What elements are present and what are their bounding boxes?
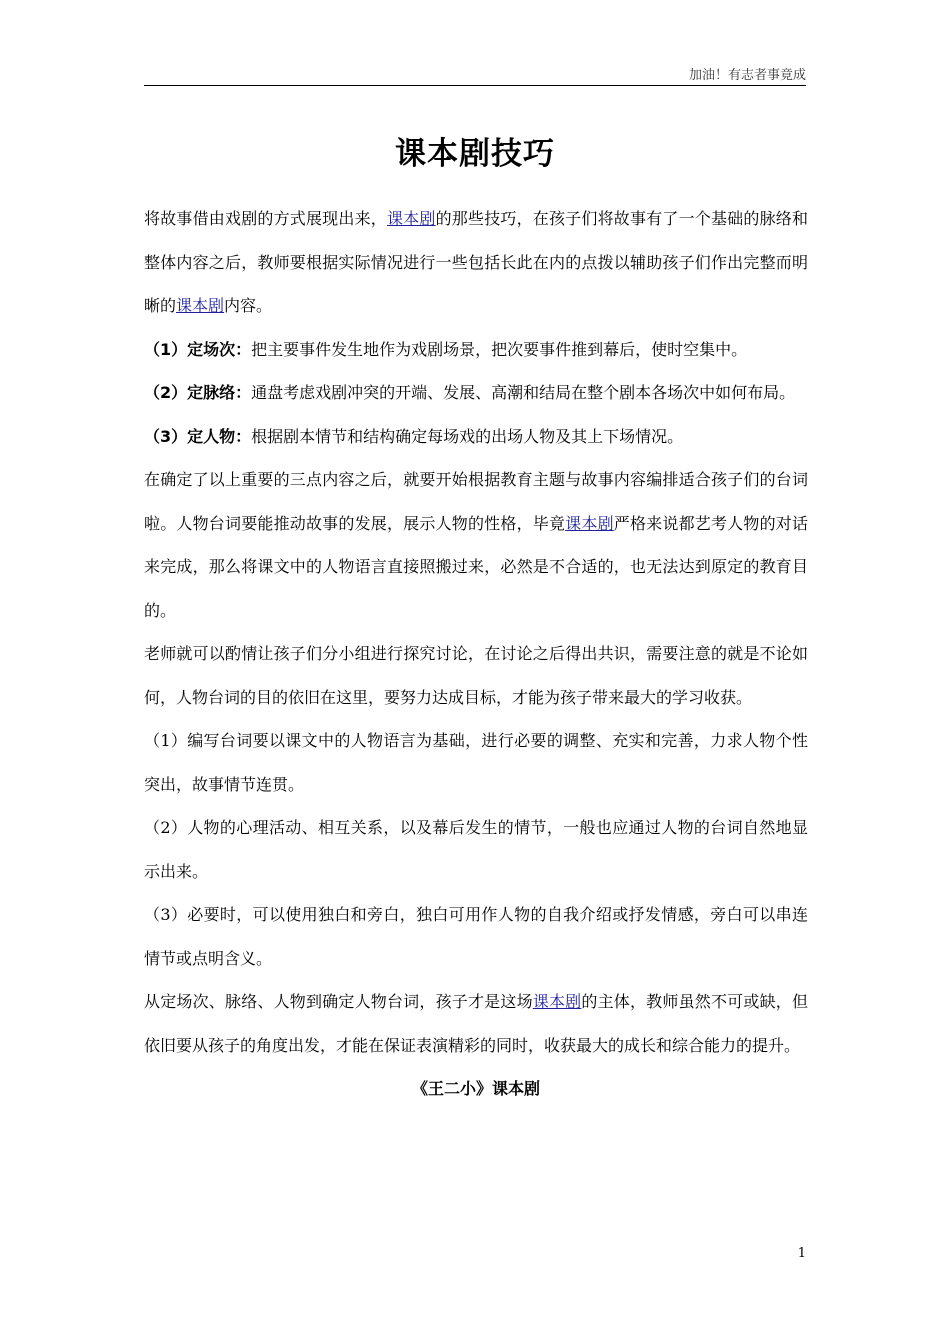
- section-subtitle: 《王二小》课本剧: [411, 1079, 540, 1098]
- paragraph-intro: [144, 197, 808, 328]
- paragraph-rule-2: （2）人物的心理活动、相互关系，以及幕后发生的情节，一般也应通过人物的台词自然地显示出来。: [144, 818, 808, 881]
- link-keben-ju[interactable]: 课本剧: [532, 992, 582, 1011]
- paragraph-dialogue: [144, 458, 808, 632]
- paragraph-text: 的主体，教师虽然不可或缺，但依旧要从孩子的角度出发，才能在保证表演精彩的同时，收获最大的成长和综合能力的提升。: [144, 992, 808, 1055]
- step-label: （3）定人物：: [144, 426, 252, 446]
- paragraph-discussion: 老师就可以酌情让孩子们分小组进行探究讨论，在讨论之后得出共识，需要注意的就是不论如何，人物台词的目的依旧在这里，要努力达成目标，才能为孩子带来最大的学习收获。: [144, 644, 808, 707]
- paragraph-text: 在确定了以上重要的三点内容之后，就要开始根据教育主题与故事内容编排适合孩子们的台词啦。人物台词要能推动故事的发展，展示人物的性格，毕竟: [144, 470, 808, 533]
- paragraph-text: 内容。: [224, 296, 273, 315]
- paragraph-conclusion: [144, 980, 808, 1067]
- paragraph-text: 从定场次、脉络、人物到确定人物台词，孩子才是这场: [144, 992, 533, 1011]
- link-keben-ju[interactable]: 课本剧: [176, 296, 225, 315]
- paragraph-rule-3: （3）必要时，可以使用独白和旁白，独白可用作人物的自我介绍或抒发情感，旁白可以串连情节或点明含义。: [144, 905, 808, 968]
- paragraph-rule-1: （1）编写台词要以课文中的人物语言为基础，进行必要的调整、充实和完善，力求人物个性突出，故事情节连贯。: [144, 731, 808, 794]
- document-body: [144, 197, 808, 1111]
- paragraph-text: 根据剧本情节和结构确定每场戏的出场人物及其上下场情况。: [251, 426, 684, 446]
- paragraph-step-2: [144, 371, 808, 415]
- document-title: 课本剧技巧: [395, 136, 555, 172]
- page-header-text: 加油！有志者事竟成: [688, 68, 806, 83]
- paragraph-step-1: [144, 328, 808, 372]
- step-label: （1）定场次：: [144, 339, 252, 359]
- paragraph-text: 的那些技巧，在孩子们将故事有了一个基础的脉络和整体内容之后，教师要根据实际情况进行一些包括长此在内的点拨以辅助孩子们作出完整而明晰的: [144, 209, 808, 315]
- paragraph-text: 严格来说都艺考人物的对话来完成，那么将课文中的人物语言直接照搬过来，必然是不合适的，也无法达到原定的教育目的。: [144, 513, 808, 620]
- step-label: （2）定脉络：: [144, 383, 252, 402]
- paragraph-step-3: [144, 415, 808, 459]
- paragraph-text: 通盘考虑戏剧冲突的开端、发展、高潮和结局在整个剧本各场次中如何布局。: [251, 383, 796, 402]
- link-keben-ju[interactable]: 课本剧: [386, 209, 436, 228]
- paragraph-text: 将故事借由戏剧的方式展现出来，: [144, 209, 387, 228]
- page-number: 1: [797, 1246, 806, 1261]
- paragraph-text: 把主要事件发生地作为戏剧场景，把次要事件推到幕后，使时空集中。: [251, 339, 748, 359]
- header-divider: [144, 85, 806, 86]
- link-keben-ju[interactable]: 课本剧: [565, 513, 614, 533]
